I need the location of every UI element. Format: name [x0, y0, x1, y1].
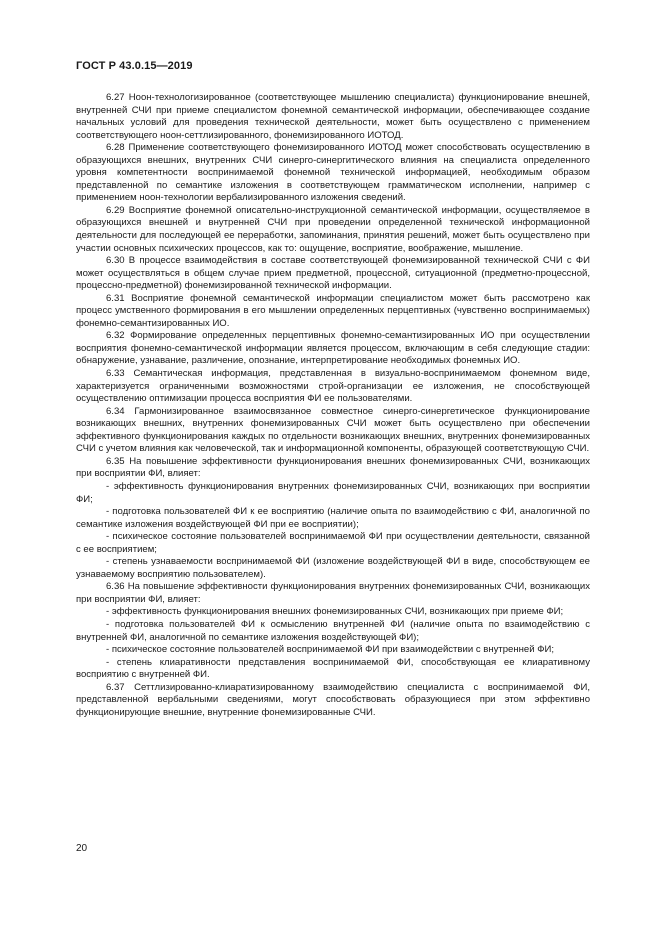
document-body	[76, 92, 590, 719]
paragraph-6-29: 6.29 Восприятие фонемной описательно-инструкционной семантической информации, осуществляемое в образующихся внешней и внутренней СЧИ при проведении определенной технической информационной деятельности для последующей ее переработки, запоминания, принятия решений, может быть осуществлено при участии основных психических процессов, как то: ощущение, восприятие, воображение, мышление.	[76, 204, 590, 254]
paragraph-6-35: 6.35 На повышение эффективности функционирования внешних фонемизированных СЧИ, возникающих при восприятии ФИ, влияет:	[76, 455, 590, 480]
paragraph-6-27: 6.27 Ноон-технологизированное (соответствующее мышлению специалиста) функционирование внешней, внутренней СЧИ при приеме специалистом фонемной семантической информации, обеспечивающее создание начальных условий для проведения технической деятельности, может быть осуществлено с применением соответствующего ноон-сеттлизированного, фонемизированного ИОТОД.	[76, 92, 590, 141]
list-item: - эффективность функционирования внутренних фонемизированных СЧИ, возникающих при восприятии ФИ;	[76, 480, 590, 505]
paragraph-6-28: 6.28 Применение соответствующего фонемизированного ИОТОД может способствовать осуществлению в образующихся внешних, внутренних СЧИ синерго-синергитического влияния на специалиста определенного уровня компетентности воспринимаемой фонемной технической информацией, необходимым образом представленной по семантике изложения в соответствующем грамматическом исполнении, например с применением ноон-технологии вербализированного изложения сведений.	[76, 142, 590, 204]
paragraph-6-37: 6.37 Сеттлизированно-клиаратизированному взаимодействию специалиста с воспринимаемой ФИ, представленной вербальными сведениями, могут способствовать образующиеся при этом эффективно функционирующие внешние, внутренние фонемизированные СЧИ.	[76, 681, 590, 718]
list-item: - подготовка пользователей ФИ к осмыслению внутренней ФИ (наличие опыта по взаимодействию с внутренней ФИ, аналогичной по семантике изложения воздействующей ФИ);	[76, 618, 590, 643]
document-header: ГОСТ Р 43.0.15—2019	[76, 60, 193, 72]
list-item: - степень узнаваемости воспринимаемой ФИ (изложение воздействующей ФИ в виде, способствующем ее узнаваемому восприятию пользователем).	[76, 556, 590, 580]
list-item: - подготовка пользователей ФИ к ее восприятию (наличие опыта по взаимодействию с ФИ, аналогичной по семантике изложения воздействующей ФИ при ее восприятии);	[76, 506, 590, 530]
paragraph-6-32: 6.32 Формирование определенных перцептивных фонемно-семантизированных ИО при осуществлении восприятия фонемно-семантической информации является процессом, включающим в себя следующие стадии: обнаружение, узнавание, различение, опознание, интерпретирование необходимых фонемных ИО.	[76, 330, 590, 367]
list-item: - степень клиаративности представления воспринимаемой ФИ, способствующая ее клиаративному восприятию с внутренней ФИ.	[76, 656, 590, 681]
paragraph-6-34: 6.34 Гармонизированное взаимосвязанное совместное синерго-синергетическое функционирование возникающих внешних, внутренних фонемизированных СЧИ может быть осуществлено при обеспечении эффективного функционирования каждых по отдельности возникающих внешних, внутренних фонемизированных СЧИ с учетом влияния как человеческой, так и информационной компоненты, образующей соответствующую СЧИ.	[76, 405, 590, 455]
paragraph-6-36: 6.36 На повышение эффективности функционирования внутренних фонемизированных СЧИ, возникающих при восприятии ФИ, влияет:	[76, 581, 590, 605]
paragraph-6-31: 6.31 Восприятие фонемной семантической информации специалистом может быть рассмотрено как процесс умственного формирования в его мышлении определенных перцептивных (чувственно воспринимаемых) фонемно-семантизированных ИО.	[76, 292, 590, 329]
page-number: 20	[76, 843, 88, 854]
paragraph-6-33: 6.33 Семантическая информация, представленная в визуально-воспринимаемом фонемном виде, характеризуется ограниченными возможностями строй-организации ее изложения, не способствующей осуществлению оптимизации процесса восприятия ФИ ее пользователями.	[76, 368, 590, 405]
list-item: - психическое состояние пользователей воспринимаемой ФИ при взаимодействии с внутренней ФИ;	[106, 644, 554, 656]
paragraph-6-30: 6.30 В процессе взаимодействия в составе соответствующей фонемизированной технической СЧИ с ФИ может осуществляться в общем случае прием предметной, процессной, ситуационной (предметно-процессной, процессно-предметной) фонемизированной технической информации.	[76, 255, 590, 292]
list-item: - психическое состояние пользователей воспринимаемой ФИ при осуществлении деятельности, связанной с ее восприятием;	[76, 531, 590, 555]
list-item: - эффективность функционирования внешних фонемизированных СЧИ, возникающих при приеме ФИ;	[106, 606, 564, 618]
